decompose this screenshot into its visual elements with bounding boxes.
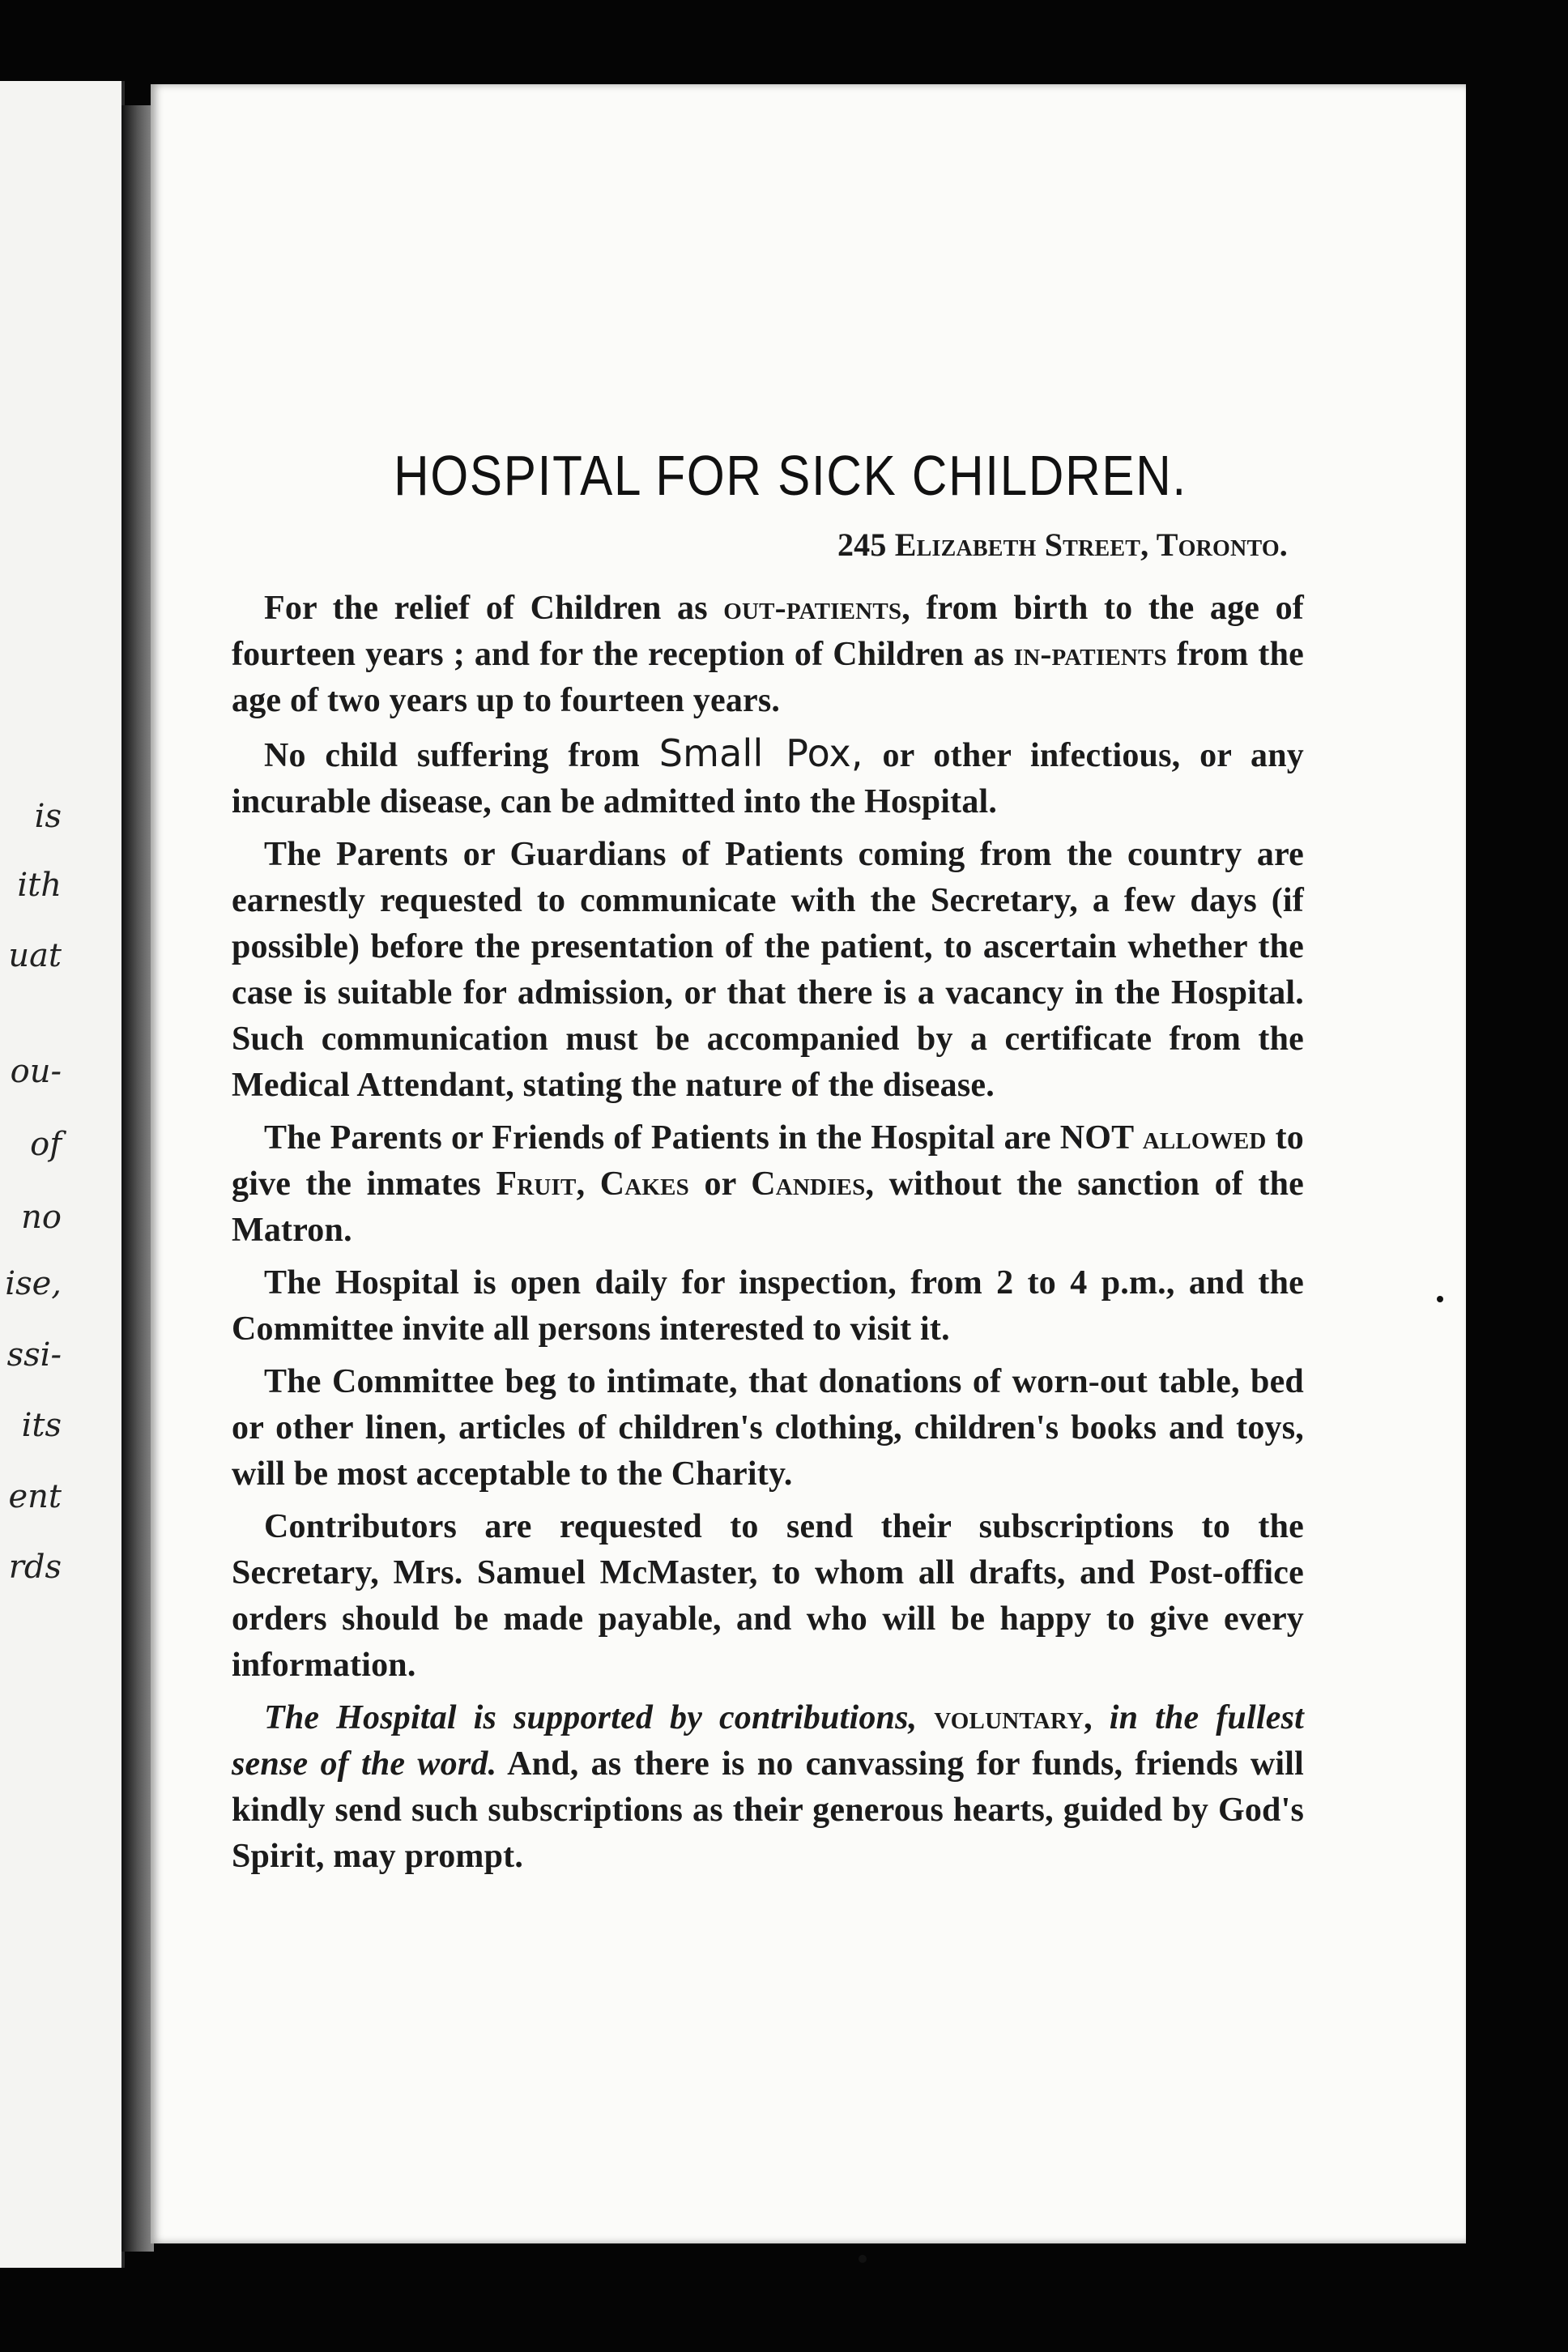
paragraph-6: The Committee beg to intimate, that donations of worn-out table, bed or other linen, articles of children's clothing, children's books and toys, will be most acceptable to the Charity. [232,1363,1304,1493]
book-gutter [121,105,154,2252]
text-block [232,444,1305,1886]
left-margin-fragment: ent [8,1478,62,1515]
left-margin-fragment: ou- [10,1053,62,1090]
speck [1437,1296,1443,1302]
left-page-fragment [0,81,125,2268]
left-margin-fragment: uat [8,937,62,974]
paragraph-4: The Parents or Friends of Patients in the Hospital are NOT allowed to give the inmates Fruit, Cakes or Candies, without the sanction of the Matron. [232,1119,1305,1249]
address-line: 245 Elizabeth Street, Toronto. [837,526,1288,563]
left-margin-fragment: rds [8,1549,62,1586]
left-margin-fragment: ise, [5,1265,62,1302]
paragraph-5: The Hospital is open daily for inspection, from 2 to 4 p.m., and the Committee invite all persons interested to visit it. [232,1264,1304,1348]
paragraph-3: The Parents or Guardians of Patients coming from the country are earnestly requested to communicate with the Secretary, a few days (if possible) before the presentation of the patient, to ascertain whether the case is suitable for admission, or that there is a vacancy in the Hospital. Such communication must be accompanied by a certificate from the Medical Attendant, stating the nature of the disease. [232,836,1304,1104]
paragraph-2: No child suffering from Small Pox, or other infectious, or any incurable disease, can be admitted into the Hospital. [232,731,1305,820]
paragraph-8: The Hospital is supported by contributions, voluntary, in the fullest sense of the word. And, as there is no canvassing for funds, friends will kindly send such subscriptions as their generous hearts, guided by God's Spirit, may prompt. [232,1699,1304,1875]
left-margin-fragment: ssi- [6,1336,62,1374]
paragraph-7: Contributors are requested to send their subscriptions to the Secretary, Mrs. Samuel McMaster, to whom all drafts, and Post-office orders should be made payable, and who will be happy to give every information. [232,1508,1304,1684]
left-margin-fragment: no [21,1199,62,1236]
paragraph-1: For the relief of Children as out-patients, from birth to the age of fourteen years ; and for the reception of Children as in-patients from the age of two years up to fourteen years. [232,590,1304,719]
left-margin-fragment: ith [17,867,62,904]
left-margin-fragment: is [34,798,62,835]
document-page [151,84,1466,2243]
page-title: HOSPITAL FOR SICK CHILDREN. [394,444,1187,507]
left-margin-fragment: its [21,1407,62,1444]
left-margin-fragment: of [30,1126,62,1163]
speck [859,2255,867,2263]
